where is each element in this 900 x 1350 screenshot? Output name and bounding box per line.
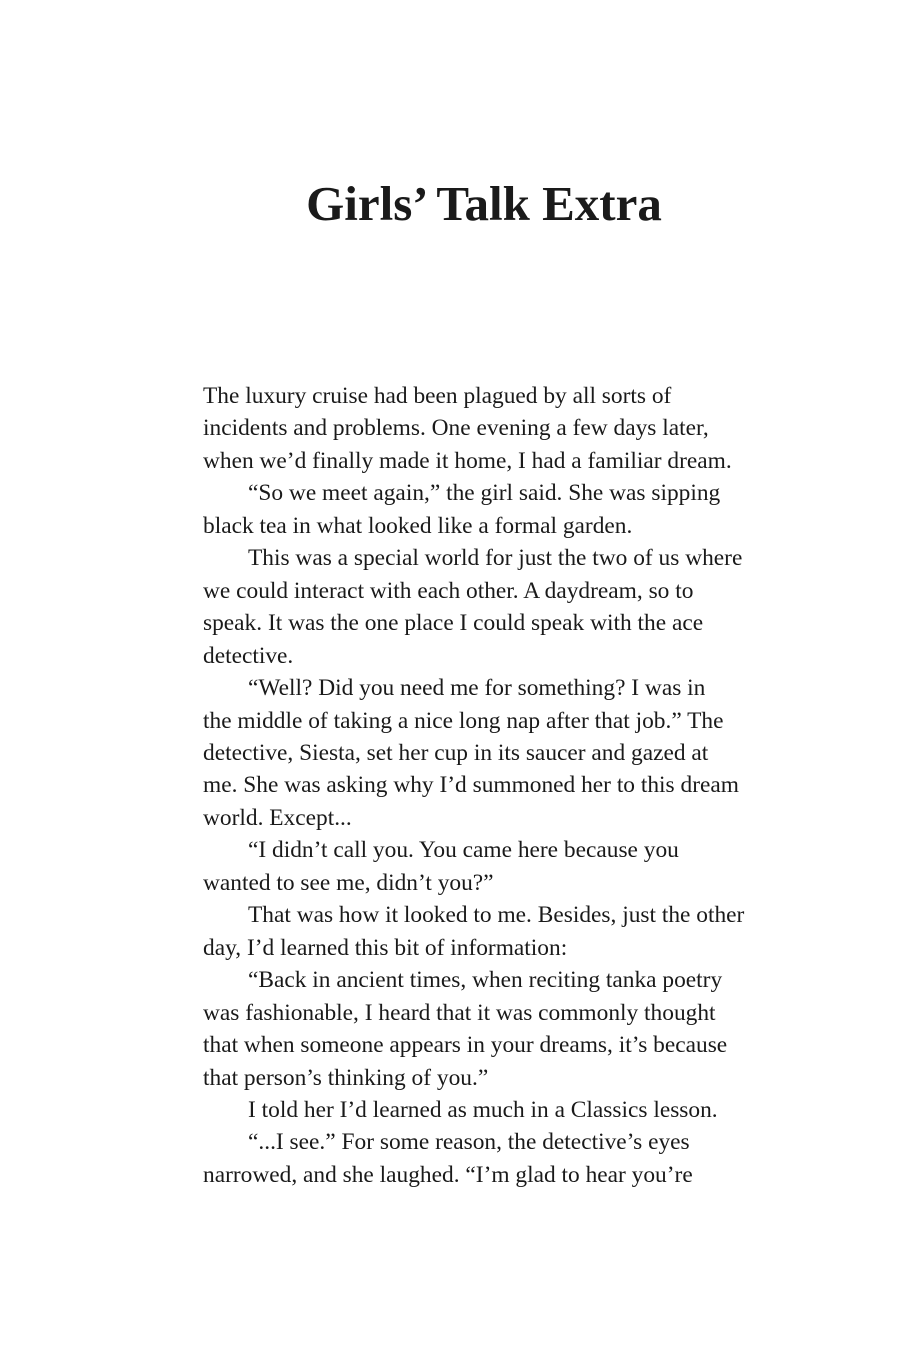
text-line: This was a special world for just the two of us where — [248, 545, 743, 572]
text-line: was fashionable, I heard that it was commonly thought — [203, 999, 716, 1026]
text-line: that when someone appears in your dreams, it’s because — [203, 1032, 728, 1059]
text-line: incidents and problems. One evening a few days later, — [203, 415, 709, 442]
text-line: “I didn’t call you. You came here because you — [248, 837, 679, 864]
text-line: world. Except... — [203, 804, 352, 831]
paragraph-3 — [203, 542, 813, 672]
text-line: narrowed, and she laughed. “I’m glad to hear you’re — [203, 1161, 693, 1188]
text-line: black tea in what looked like a formal garden. — [203, 512, 633, 539]
paragraph-8 — [203, 1094, 813, 1126]
chapter-body — [203, 380, 813, 1191]
paragraph-2 — [203, 477, 813, 542]
text-line: “Back in ancient times, when reciting tanka poetry — [248, 967, 723, 994]
text-line: when we’d finally made it home, I had a familiar dream. — [203, 447, 732, 474]
paragraph-4 — [203, 672, 813, 834]
text-line: me. She was asking why I’d summoned her to this dream — [203, 772, 739, 799]
text-line: that person’s thinking of you.” — [203, 1064, 489, 1091]
paragraph-9 — [203, 1126, 813, 1191]
paragraph-1 — [203, 380, 813, 477]
text-line: “Well? Did you need me for something? I was in — [248, 675, 706, 702]
chapter-title: Girls’ Talk Extra — [306, 176, 662, 231]
paragraph-5 — [203, 834, 813, 899]
text-line: That was how it looked to me. Besides, just the other — [248, 902, 745, 929]
text-line: detective. — [203, 642, 294, 669]
text-line: we could interact with each other. A daydream, so to — [203, 577, 694, 604]
text-line: speak. It was the one place I could speak with the ace — [203, 610, 704, 637]
text-line: the middle of taking a nice long nap after that job.” The — [203, 707, 724, 734]
text-line: The luxury cruise had been plagued by all sorts of — [203, 383, 672, 409]
paragraph-6 — [203, 899, 813, 964]
text-line: detective, Siesta, set her cup in its saucer and gazed at — [203, 739, 709, 766]
text-line: “...I see.” For some reason, the detective’s eyes — [248, 1129, 690, 1156]
text-line: “So we meet again,” the girl said. She was sipping — [248, 480, 721, 507]
paragraph-7 — [203, 964, 813, 1094]
text-line: day, I’d learned this bit of information: — [203, 934, 568, 961]
text-line: wanted to see me, didn’t you?” — [203, 869, 494, 896]
text-line: I told her I’d learned as much in a Classics lesson. — [248, 1096, 718, 1123]
